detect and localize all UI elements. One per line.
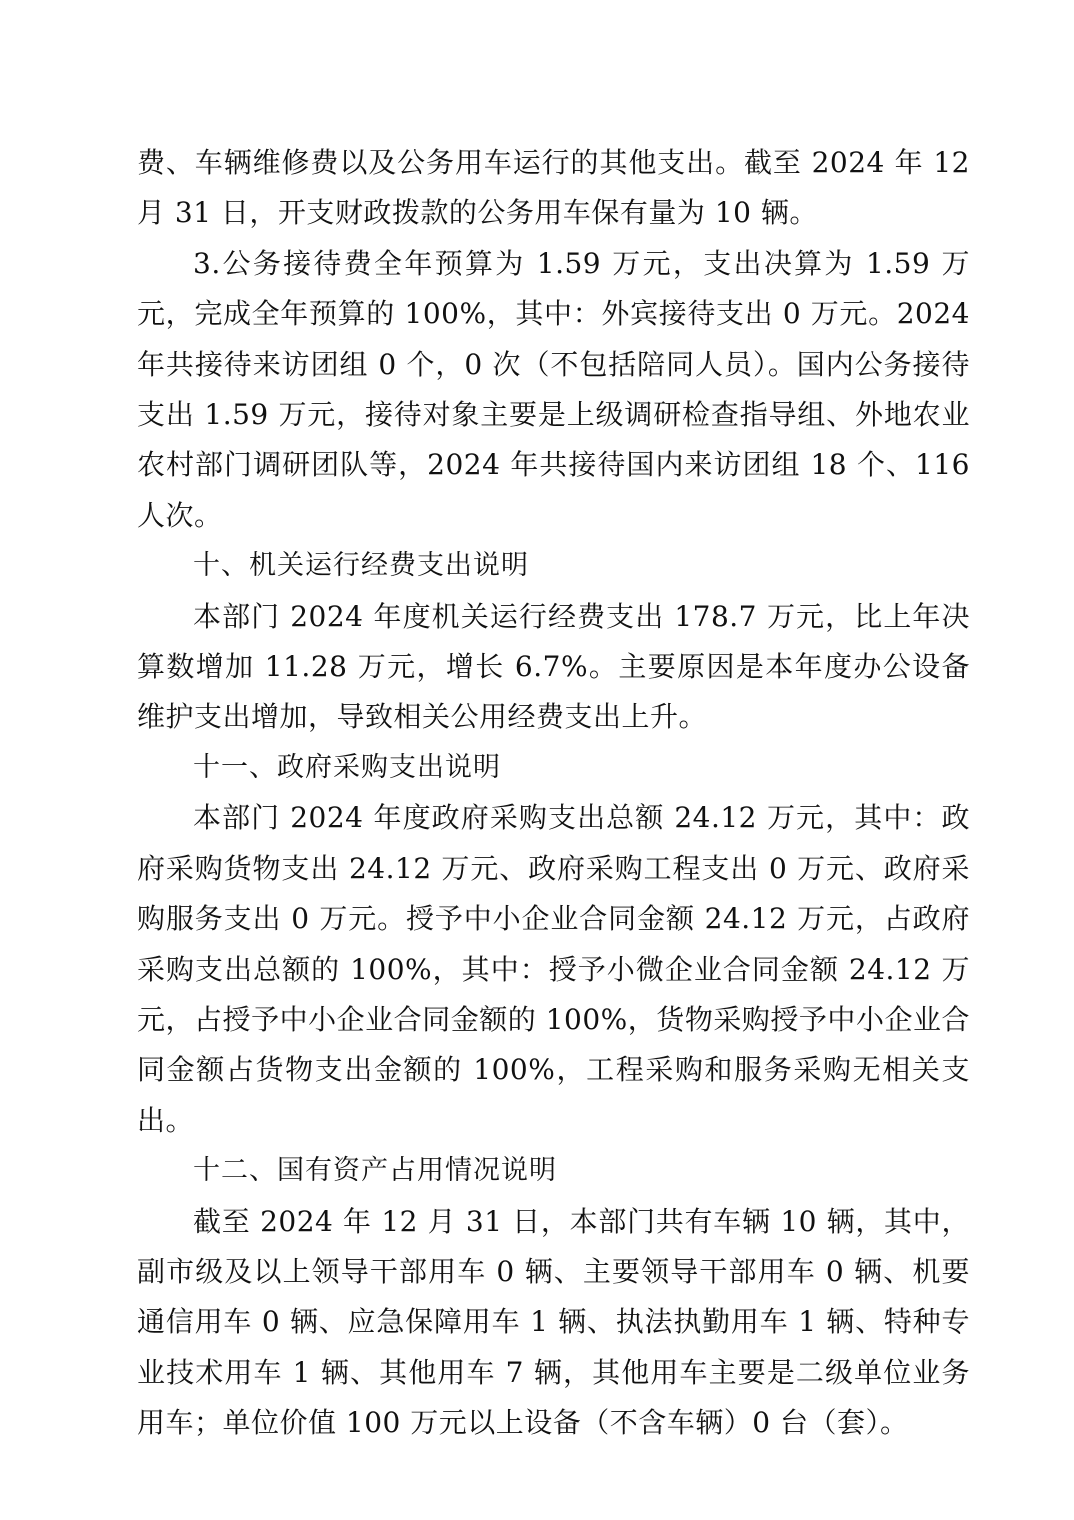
paragraph-state-assets: 截至 2024 年 12 月 31 日，本部门共有车辆 10 辆，其中，副市级及以上领导干部用车 0 辆、主要领导干部用车 0 辆、机要通信用车 0 辆、应急保障用车 1 辆、执法执勤用车 1 辆、特种专业技术用车 1 辆、其他用车 7 辆，其他用车主要是二级单位业务用车；单位价值 100 万元以上设备（不含车辆）0 台（套）。 (137, 1204, 970, 1440)
section-heading-state-assets: 十二、国有资产占用情况说明 (193, 1155, 557, 1187)
paragraph-reception-expenses: 3.公务接待费全年预算为 1.59 万元，支出决算为 1.59 万元，完成全年预算的 100%，其中：外宾接待支出 0 万元。2024 年共接待来访团组 0 个，0 次（不包括陪同人员）。国内公务接待支出 1.59 万元，接待对象主要是上级调研检查指导组、外地农业农村部门调研团队等，2024 年共接待国内来访团组 18 个、116 人次。 (137, 246, 970, 532)
paragraph-procurement: 本部门 2024 年度政府采购支出总额 24.12 万元，其中：政府采购货物支出 24.12 万元、政府采购工程支出 0 万元、政府采购服务支出 0 万元。授予中小企业合同金额 24.12 万元，占政府采购支出总额的 100%，其中：授予小微企业合同金额 24.12 万元，占授予中小企业合同金额的 100%，货物采购授予中小企业合同金额占货物支出金额的 100%，工程采购和服务采购无相关支出。 (137, 801, 970, 1137)
section-heading-operating-expenses: 十、机关运行经费支出说明 (193, 550, 529, 582)
document-body (137, 138, 970, 1449)
paragraph-operating-expenses: 本部门 2024 年度机关运行经费支出 178.7 万元，比上年决算数增加 11.28 万元，增长 6.7%。主要原因是本年度办公设备维护支出增加，导致相关公用经费支出上升。 (137, 599, 970, 734)
section-heading-procurement: 十一、政府采购支出说明 (193, 751, 501, 783)
paragraph-vehicle-expenses-continued: 费、车辆维修费以及公务用车运行的其他支出。截至 2024 年 12 月 31 日，开支财政拨款的公务用车保有量为 10 辆。 (137, 146, 970, 230)
